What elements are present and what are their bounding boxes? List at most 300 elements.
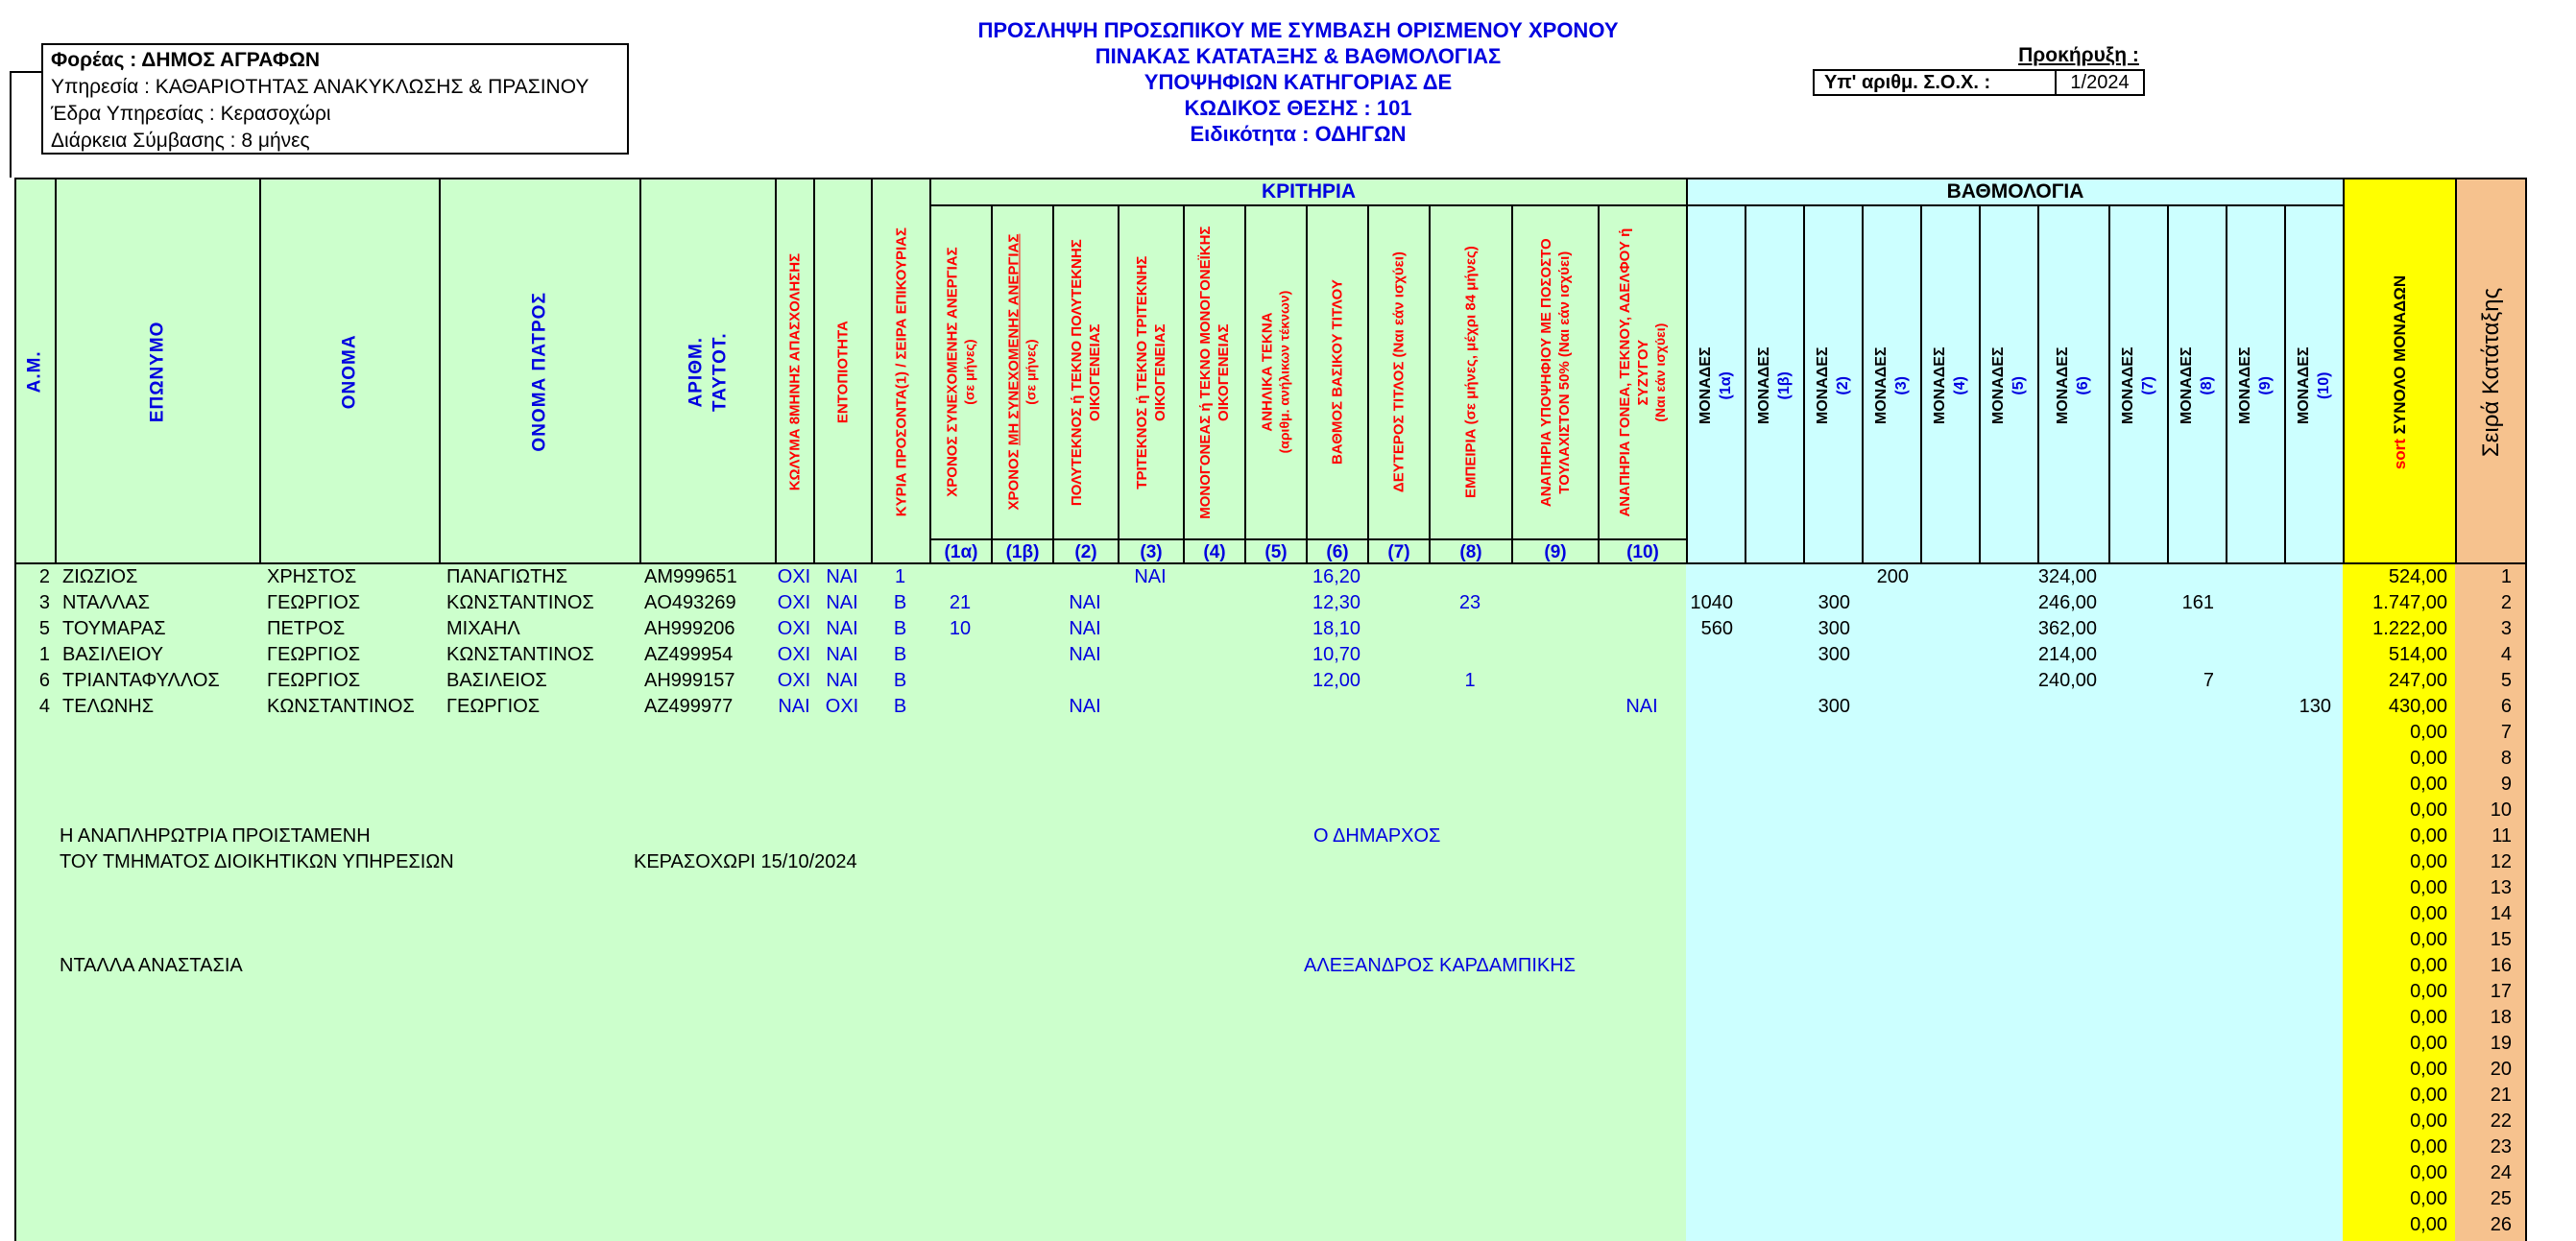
col-header-text-monades-1b: [1755, 218, 1795, 554]
cell-total: 0,00: [2410, 1085, 2447, 1106]
cell-rank: 16: [2490, 955, 2512, 976]
col-header-text-kyria: [892, 195, 910, 550]
cell-criteria-10: ΝΑΙ: [1625, 696, 1658, 717]
col-header-monades-4: [1920, 204, 1979, 564]
cell-id: AO493269: [644, 592, 736, 613]
document-title: [914, 17, 1682, 147]
col-header-am: [14, 178, 55, 564]
col-header-monades-6: [2037, 204, 2108, 564]
cell-am: 5: [38, 618, 50, 639]
col-header-monades-1a: [1686, 204, 1745, 564]
cell-kyria: Β: [893, 644, 907, 665]
col-header-text-rank: Σειρά Κατάταξης: [2477, 287, 2504, 457]
table-row: [14, 616, 2525, 642]
criteria-subcode-7: (7): [1367, 538, 1429, 564]
cell-name: ΓΕΩΡΓΙΟΣ: [267, 644, 361, 665]
cell-total: 0,00: [2410, 877, 2447, 898]
col-header-criteria-10: [1598, 204, 1686, 538]
table-row-empty: [14, 1005, 2525, 1031]
cell-total: 1.747,00: [2372, 592, 2447, 613]
col-header-monades-10: [2284, 204, 2343, 564]
header-code: (1α): [1717, 370, 1734, 400]
col-header-name: [259, 178, 439, 564]
cell-id: AM999651: [644, 566, 737, 587]
cell-rank: 12: [2490, 851, 2512, 872]
col-header-kyria: [871, 178, 929, 564]
col-header-rank: [2455, 178, 2525, 564]
col-header-criteria-1a: [929, 204, 991, 538]
header-label: ΠΟΛΥΤΕΚΝΟΣ ή ΤΕΚΝΟ ΠΟΛΥΤΕΚΝΗΣ ΟΙΚΟΓΕΝΕΙΑΣ: [1068, 239, 1103, 506]
cell-rank: 4: [2500, 644, 2512, 665]
signature-right-name: ΑΛΕΞΑΝΔΡΟΣ ΚΑΡΔΑΜΠΙΚΗΣ: [1304, 955, 1577, 976]
cell-am: 4: [38, 696, 50, 717]
cell-name: ΓΕΩΡΓΙΟΣ: [267, 670, 361, 691]
col-header-criteria-8: [1429, 204, 1511, 538]
group-header-kritiria: ΚΡΙΤΗΡΙΑ: [929, 178, 1686, 204]
table-row-empty: [14, 1031, 2525, 1057]
meta-line-1: Υπηρεσία : ΚΑΘΑΡΙΟΤΗΤΑΣ ΑΝΑΚΥΚΛΩΣΗΣ & ΠΡΑΣΙΝΟΥ: [51, 76, 590, 98]
header-label: ΜΟΝΑΔΕΣ: [2295, 346, 2312, 424]
col-header-criteria-2: [1052, 204, 1118, 538]
col-header-text-criteria-8: [1461, 214, 1480, 531]
header-code: (6): [2075, 375, 2091, 395]
cell-id: AZ499954: [644, 644, 734, 665]
cell-am: 6: [38, 670, 50, 691]
table-row-empty: [14, 1160, 2525, 1186]
table-row: [14, 694, 2525, 720]
cell-entopiotita: ΝΑΙ: [826, 618, 858, 639]
cell-kyria: Β: [893, 670, 907, 691]
table-row-empty: [14, 1134, 2525, 1160]
header-label: ΜΟΝΑΔΕΣ: [1814, 346, 1831, 424]
header-label: ΟΝΟΜΑ: [339, 334, 360, 410]
header-label: ΑΝΗΛΙΚΑ ΤΕΚΝΑ: [1259, 312, 1276, 433]
cell-criteria-6: 12,30: [1312, 592, 1361, 613]
col-header-text-criteria-6: [1328, 214, 1346, 531]
header-code: (8): [2198, 375, 2215, 395]
header-label: ΜΟΝΑΔΕΣ: [1872, 346, 1890, 424]
cell-criteria-6: 10,70: [1312, 644, 1361, 665]
header-label: ΚΩΛΥΜΑ 8ΜΗΝΗΣ ΑΠΑΣΧΟΛΗΣΗΣ: [786, 252, 804, 491]
signature-left-title-2: ΤΟΥ ΤΜΗΜΑΤΟΣ ΔΙΟΙΚΗΤΙΚΩΝ ΥΠΗΡΕΣΙΩΝ: [60, 851, 454, 872]
criteria-subcode-10: (10): [1598, 538, 1686, 564]
header-label: ΕΠΩΝΥΜΟ: [147, 321, 168, 423]
table-row-empty: [14, 927, 2525, 953]
cell-monades-2: 300: [1818, 592, 1850, 613]
table-row: [14, 642, 2525, 668]
cell-total: 0,00: [2410, 799, 2447, 821]
cell-rank: 14: [2490, 903, 2512, 924]
cell-total: 0,00: [2410, 1214, 2447, 1235]
signature-left-name: ΝΤΑΛΛΑ ΑΝΑΣΤΑΣΙΑ: [60, 955, 243, 976]
cell-name: ΓΕΩΡΓΙΟΣ: [267, 592, 361, 613]
header-label: ΟΝΟΜΑ ΠΑΤΡΟΣ: [529, 292, 550, 452]
table-row: [14, 668, 2525, 694]
col-header-text-name: [338, 195, 362, 550]
cell-surname: ΤΕΛΩΝΗΣ: [62, 696, 155, 717]
col-header-entopiotita: [813, 178, 871, 564]
title-line-2: ΥΠΟΨΗΦΙΩΝ ΚΑΤΗΓΟΡΙΑΣ ΔΕ: [1144, 70, 1453, 94]
criteria-subcode-2: (2): [1052, 538, 1118, 564]
cell-monades-8: 161: [2181, 592, 2214, 613]
header-label: ΧΡΟΝΟΣ ΜΗ ΣΥΝΕΧΟΜΕΝΗΣ ΑΝΕΡΓΙΑΣ: [1005, 234, 1023, 511]
cell-criteria-1a: 21: [949, 592, 972, 613]
cell-monades-2: 300: [1818, 618, 1850, 639]
cell-total: 1.222,00: [2372, 618, 2447, 639]
table-row-empty: [14, 823, 2525, 849]
header-subtext: (σε μήνες): [961, 339, 977, 406]
cell-monades-1a: 560: [1700, 618, 1733, 639]
col-header-text-father: [528, 195, 552, 550]
col-header-surname: [55, 178, 259, 564]
cell-id: AZ499977: [644, 696, 734, 717]
col-header-text-kolyma: [785, 195, 804, 550]
col-header-text-monades-8: [2178, 218, 2218, 554]
table-row-empty: [14, 1186, 2525, 1212]
cell-total: 0,00: [2410, 1162, 2447, 1183]
cell-total: 514,00: [2388, 644, 2447, 665]
cell-rank: 1: [2500, 566, 2512, 587]
cell-kyria: Β: [893, 592, 907, 613]
cell-total: 0,00: [2410, 825, 2447, 847]
col-header-criteria-6: [1306, 204, 1367, 538]
cell-rank: 11: [2492, 825, 2512, 847]
cell-rank: 24: [2490, 1162, 2512, 1183]
header-code: (9): [2256, 375, 2274, 395]
col-header-text-monades-10: [2295, 218, 2335, 554]
cell-total: 0,00: [2410, 1136, 2447, 1157]
col-header-monades-7: [2108, 204, 2167, 564]
cell-monades-6: 362,00: [2037, 618, 2097, 639]
col-header-text-criteria-5: [1258, 214, 1293, 531]
signature-right-title: Ο ΔΗΜΑΡΧΟΣ: [1313, 825, 1441, 847]
cell-rank: 26: [2490, 1214, 2512, 1235]
cell-monades-6: 214,00: [2037, 644, 2097, 665]
cell-am: 3: [38, 592, 50, 613]
cell-total: 0,00: [2410, 903, 2447, 924]
cell-entopiotita: ΝΑΙ: [826, 670, 858, 691]
header-label: ΑΝΑΠΗΡΙΑ ΓΟΝΕΑ, ΤΕΚΝΟΥ, ΑΔΕΛΦΟΥ ή ΣΥΖΥΓΟΥ: [1616, 227, 1652, 517]
cell-id: AH999206: [644, 618, 735, 639]
header-code: (2): [1834, 375, 1851, 395]
cell-rank: 13: [2490, 877, 2512, 898]
header-label: ΕΜΠΕΙΡΙΑ (σε μήνες, μέχρι 84 μήνες): [1462, 246, 1480, 499]
cell-rank: 2: [2500, 592, 2512, 613]
cell-rank: 7: [2500, 722, 2512, 743]
cell-id: AH999157: [644, 670, 735, 691]
col-header-text-criteria-1a: [943, 214, 978, 531]
cell-name: ΧΡΗΣΤΟΣ: [267, 566, 357, 587]
cell-rank: 21: [2490, 1085, 2512, 1106]
cell-total: 0,00: [2410, 748, 2447, 769]
cell-kolyma: ΟΧΙ: [777, 644, 811, 665]
cell-father: ΓΕΩΡΓΙΟΣ: [446, 696, 541, 717]
cell-kyria: 1: [894, 566, 906, 587]
table-row: [14, 590, 2525, 616]
cell-total: 0,00: [2410, 1007, 2447, 1028]
cell-rank: 17: [2490, 981, 2512, 1002]
cell-rank: 23: [2490, 1136, 2512, 1157]
cell-rank: 25: [2490, 1188, 2512, 1209]
cell-monades-6: 240,00: [2037, 670, 2097, 691]
table-row-empty: [14, 901, 2525, 927]
col-header-criteria-4: [1183, 204, 1244, 538]
cell-name: ΠΕΤΡΟΣ: [267, 618, 346, 639]
header-subtext: (σε μήνες): [1023, 339, 1039, 406]
cell-kyria: Β: [893, 618, 907, 639]
cell-rank: 18: [2490, 1007, 2512, 1028]
header-label: ΒΑΘΜΟΣ ΒΑΣΙΚΟΥ ΤΙΤΛΟΥ: [1329, 279, 1346, 465]
cell-total: 0,00: [2410, 774, 2447, 795]
header-label: ΜΟΝΑΔΕΣ: [2055, 346, 2072, 424]
corner-bracket-vertical-line: [10, 71, 12, 178]
header-label: ΜΟΝΟΓΟΝΕΑΣ ή ΤΕΚΝΟ ΜΟΝΟΓΟΝΕΪΚΗΣ ΟΙΚΟΓΕΝΕΙΑΣ: [1196, 226, 1232, 519]
cell-rank: 3: [2500, 618, 2512, 639]
col-header-text-criteria-4: [1196, 214, 1233, 531]
col-header-text-monades-1a: [1697, 218, 1737, 554]
cell-total: 0,00: [2410, 1059, 2447, 1080]
announcement-number-label: Υπ' αριθμ. Σ.Ο.Χ. :: [1813, 69, 2057, 96]
cell-entopiotita: ΝΑΙ: [826, 644, 858, 665]
cell-criteria-1a: 10: [949, 618, 972, 639]
cell-criteria-2: ΝΑΙ: [1069, 592, 1101, 613]
announcement-heading: Προκήρυξη :: [2018, 44, 2139, 66]
cell-monades-3: 200: [1876, 566, 1909, 587]
cell-rank: 22: [2490, 1110, 2512, 1132]
col-header-text-monades-4: [1931, 218, 1971, 554]
header-label: ΤΡΙΤΕΚΝΟΣ ή ΤΕΚΝΟ ΤΡΙΤΕΚΝΗΣ ΟΙΚΟΓΕΝΕΙΑΣ: [1133, 255, 1168, 489]
meta-line-0: Φορέας : ΔΗΜΟΣ ΑΓΡΑΦΩΝ: [51, 49, 321, 71]
cell-father: ΚΩΝΣΤΑΝΤΙΝΟΣ: [446, 644, 594, 665]
header-label: ΜΟΝΑΔΕΣ: [1989, 346, 2007, 424]
header-label: ΚΥΡΙΑ ΠΡΟΣΟΝΤΑ(1) / ΣΕΙΡΑ ΕΠΙΚΟΥΡΙΑΣ: [892, 227, 909, 517]
cell-total: 0,00: [2410, 1188, 2447, 1209]
cell-rank: 10: [2490, 799, 2512, 821]
cell-rank: 19: [2490, 1033, 2512, 1054]
header-code: (10): [2315, 371, 2332, 399]
cell-entopiotita: ΟΧΙ: [825, 696, 859, 717]
cell-criteria-2: ΝΑΙ: [1069, 644, 1101, 665]
col-header-text-criteria-9: [1537, 214, 1574, 531]
col-header-text-monades-9: [2236, 218, 2276, 554]
col-header-monades-3: [1862, 204, 1920, 564]
criteria-subcode-6: (6): [1306, 538, 1367, 564]
cell-criteria-2: ΝΑΙ: [1069, 618, 1101, 639]
col-header-monades-9: [2226, 204, 2284, 564]
cell-rank: 6: [2500, 696, 2512, 717]
cell-total: 0,00: [2410, 722, 2447, 743]
cell-monades-10: 130: [2299, 696, 2331, 717]
col-header-text-monades-3: [1872, 218, 1913, 554]
cell-criteria-6: 12,00: [1312, 670, 1361, 691]
col-header-criteria-1b: [991, 204, 1052, 538]
col-header-text-criteria-1b: [1004, 214, 1040, 531]
header-label: ΜΟΝΑΔΕΣ: [2236, 346, 2253, 424]
cell-rank: 8: [2500, 748, 2512, 769]
cell-total: 247,00: [2388, 670, 2447, 691]
cell-monades-2: 300: [1818, 644, 1850, 665]
ranking-table: [14, 178, 2527, 1241]
cell-monades-8: 7: [2203, 670, 2214, 691]
col-header-text-surname: [146, 195, 170, 550]
cell-father: ΠΑΝΑΓΙΩΤΗΣ: [446, 566, 568, 587]
cell-surname: ΤΟΥΜΑΡΑΣ: [62, 618, 166, 639]
header-label: ΑΝΑΠΗΡΙΑ ΥΠΟΨΗΦΙΟΥ ΜΕ ΠΟΣΟΣΤΟ ΤΟΥΛΑΧΙΣΤΟΝ 50% (Ναι εάν ισχύει): [1537, 238, 1573, 507]
col-header-text-id: [685, 195, 732, 550]
cell-total: 0,00: [2410, 981, 2447, 1002]
table-row-empty: [14, 1083, 2525, 1109]
cell-rank: 20: [2490, 1059, 2512, 1080]
header-label: ΜΟΝΑΔΕΣ: [2119, 346, 2136, 424]
cell-entopiotita: ΝΑΙ: [826, 592, 858, 613]
col-header-text-monades-7: [2119, 218, 2159, 554]
header-label: ΜΟΝΑΔΕΣ: [1931, 346, 1948, 424]
col-header-monades-5: [1979, 204, 2037, 564]
col-header-total: [2343, 178, 2455, 564]
announcement-number-value: 1/2024: [2055, 69, 2145, 96]
cell-total: 0,00: [2410, 1033, 2447, 1054]
cell-criteria-6: 18,10: [1312, 618, 1361, 639]
criteria-subcode-9: (9): [1511, 538, 1598, 564]
cell-criteria-8: 1: [1464, 670, 1476, 691]
col-header-text-monades-5: [1989, 218, 2030, 554]
header-code: (4): [1951, 375, 1968, 395]
criteria-subcode-5: (5): [1244, 538, 1306, 564]
meta-line-3: Διάρκεια Σύμβασης : 8 μήνες: [51, 130, 310, 152]
cell-father: ΜΙΧΑΗΛ: [446, 618, 520, 639]
header-label: Α.Μ.: [24, 350, 45, 394]
table-row-empty: [14, 746, 2525, 772]
header-label: ΑΡΙΘΜ.: [685, 336, 706, 408]
col-header-criteria-7: [1367, 204, 1429, 538]
cell-criteria-8: 23: [1458, 592, 1481, 613]
header-label: ΕΝΤΟΠΙΟΤΗΤΑ: [834, 321, 852, 423]
title-line-3: ΚΩΔΙΚΟΣ ΘΕΣΗΣ : 101: [1184, 96, 1412, 120]
signature-left-title-1: Η ΑΝΑΠΛΗΡΩΤΡΙΑ ΠΡΟΙΣΤΑΜΕΝΗ: [60, 825, 371, 847]
table-row-empty: [14, 772, 2525, 798]
table-row-empty: [14, 798, 2525, 823]
cell-father: ΚΩΝΣΤΑΝΤΙΝΟΣ: [446, 592, 594, 613]
cell-am: 2: [38, 566, 50, 587]
header-label: ΜΟΝΑΔΕΣ: [1755, 346, 1772, 424]
table-row-empty: [14, 1109, 2525, 1134]
cell-monades-6: 246,00: [2037, 592, 2097, 613]
col-header-text-criteria-3: [1133, 214, 1169, 531]
cell-total: 430,00: [2388, 696, 2447, 717]
cell-total: 0,00: [2410, 1110, 2447, 1132]
col-header-text-criteria-2: [1068, 214, 1104, 531]
cell-kolyma: ΟΧΙ: [777, 670, 811, 691]
cell-total: 0,00: [2410, 851, 2447, 872]
col-header-text-monades-6: [2054, 218, 2094, 554]
criteria-subcode-1b: (1β): [991, 538, 1052, 564]
header-label: ΜΟΝΑΔΕΣ: [2178, 346, 2195, 424]
cell-kolyma: ΝΑΙ: [778, 696, 810, 717]
signature-place-date: ΚΕΡΑΣΟΧΩΡΙ 15/10/2024: [634, 851, 857, 872]
cell-criteria-3: ΝΑΙ: [1134, 566, 1167, 587]
header-code: (7): [2139, 375, 2156, 395]
cell-monades-2: 300: [1818, 696, 1850, 717]
table-row-empty: [14, 979, 2525, 1005]
cell-name: ΚΩΝΣΤΑΝΤΙΝΟΣ: [267, 696, 415, 717]
corner-bracket-horizontal-line: [10, 71, 43, 73]
criteria-subcode-3: (3): [1118, 538, 1183, 564]
cell-surname: ΒΑΣΙΛΕΙΟΥ: [62, 644, 164, 665]
cell-kyria: Β: [893, 696, 907, 717]
header-label: ΧΡΟΝΟΣ ΣΥΝΕΧΟΜΕΝΗΣ ΑΝΕΡΓΙΑΣ: [944, 247, 961, 498]
cell-rank: 9: [2500, 774, 2512, 795]
col-header-criteria-5: [1244, 204, 1306, 538]
cell-monades-1a: 1040: [1690, 592, 1733, 613]
table-row-empty: [14, 720, 2525, 746]
col-header-text-criteria-10: [1616, 214, 1670, 531]
criteria-subcode-8: (8): [1429, 538, 1511, 564]
group-header-vathmologia: ΒΑΘΜΟΛΟΓΙΑ: [1686, 178, 2343, 204]
title-line-0: ΠΡΟΣΛΗΨΗ ΠΡΟΣΩΠΙΚΟΥ ΜΕ ΣΥΜΒΑΣΗ ΟΡΙΣΜΕΝΟΥ ΧΡΟΝΟΥ: [977, 18, 1619, 42]
header-label: ΜΟΝΑΔΕΣ: [1697, 346, 1714, 424]
table-row-empty: [14, 875, 2525, 901]
cell-total: 0,00: [2410, 955, 2447, 976]
header-code: (3): [1892, 375, 1910, 395]
table-row-empty: [14, 1212, 2525, 1238]
header-code: (1β): [1775, 370, 1793, 400]
col-header-id: [639, 178, 775, 564]
title-line-4: Ειδικότητα : ΟΔΗΓΩΝ: [1190, 122, 1407, 146]
cell-kolyma: ΟΧΙ: [777, 618, 811, 639]
header-code: (5): [2010, 375, 2027, 395]
cell-rank: 5: [2500, 670, 2512, 691]
agency-info-box: [41, 43, 629, 155]
col-header-criteria-3: [1118, 204, 1183, 538]
cell-surname: ΝΤΑΛΛΑΣ: [62, 592, 150, 613]
col-header-criteria-9: [1511, 204, 1598, 538]
header-label-2: ΤΑΥΤΟΤ.: [709, 332, 730, 412]
cell-surname: ΖΙΩΖΙΟΣ: [62, 566, 138, 587]
cell-am: 1: [38, 644, 50, 665]
col-header-text-criteria-7: [1389, 214, 1408, 531]
cell-kolyma: ΟΧΙ: [777, 592, 811, 613]
col-header-monades-8: [2167, 204, 2226, 564]
criteria-subcode-1a: (1α): [929, 538, 991, 564]
col-header-father: [439, 178, 639, 564]
header-label: ΔΕΥΤΕΡΟΣ ΤΙΤΛΟΣ (Ναι εάν ισχύει): [1390, 251, 1408, 493]
cell-criteria-2: ΝΑΙ: [1069, 696, 1101, 717]
cell-surname: ΤΡΙΑΝΤΑΦΥΛΛΟΣ: [62, 670, 220, 691]
cell-total: 0,00: [2410, 929, 2447, 950]
col-header-kolyma: [775, 178, 813, 564]
cell-criteria-6: 16,20: [1312, 566, 1361, 587]
cell-kolyma: ΟΧΙ: [777, 566, 811, 587]
cell-entopiotita: ΝΑΙ: [826, 566, 858, 587]
cell-father: ΒΑΣΙΛΕΙΟΣ: [446, 670, 547, 691]
meta-line-2: Έδρα Υπηρεσίας : Κερασοχώρι: [51, 103, 331, 125]
col-header-text-entopiotita: [833, 195, 852, 550]
table-row-empty: [14, 1057, 2525, 1083]
table-row-empty: [14, 953, 2525, 979]
criteria-subcode-4: (4): [1183, 538, 1244, 564]
title-line-1: ΠΙΝΑΚΑΣ ΚΑΤΑΤΑΞΗΣ & ΒΑΘΜΟΛΟΓΙΑΣ: [1095, 44, 1502, 68]
cell-rank: 15: [2490, 929, 2512, 950]
header-subtext: (Ναι εάν ισχύει): [1652, 322, 1669, 422]
col-header-monades-1b: [1745, 204, 1803, 564]
cell-monades-6: 324,00: [2037, 566, 2097, 587]
cell-total: 524,00: [2388, 566, 2447, 587]
col-header-text-total: sort ΣΥΝΟΛΟ ΜΟΝΑΔΩΝ: [2390, 274, 2409, 469]
header-subtext: (αριθμ. ανήλικων τέκνων): [1276, 291, 1292, 454]
col-header-text-monades-2: [1814, 218, 1854, 554]
table-row: [14, 564, 2525, 590]
col-header-monades-2: [1803, 204, 1862, 564]
